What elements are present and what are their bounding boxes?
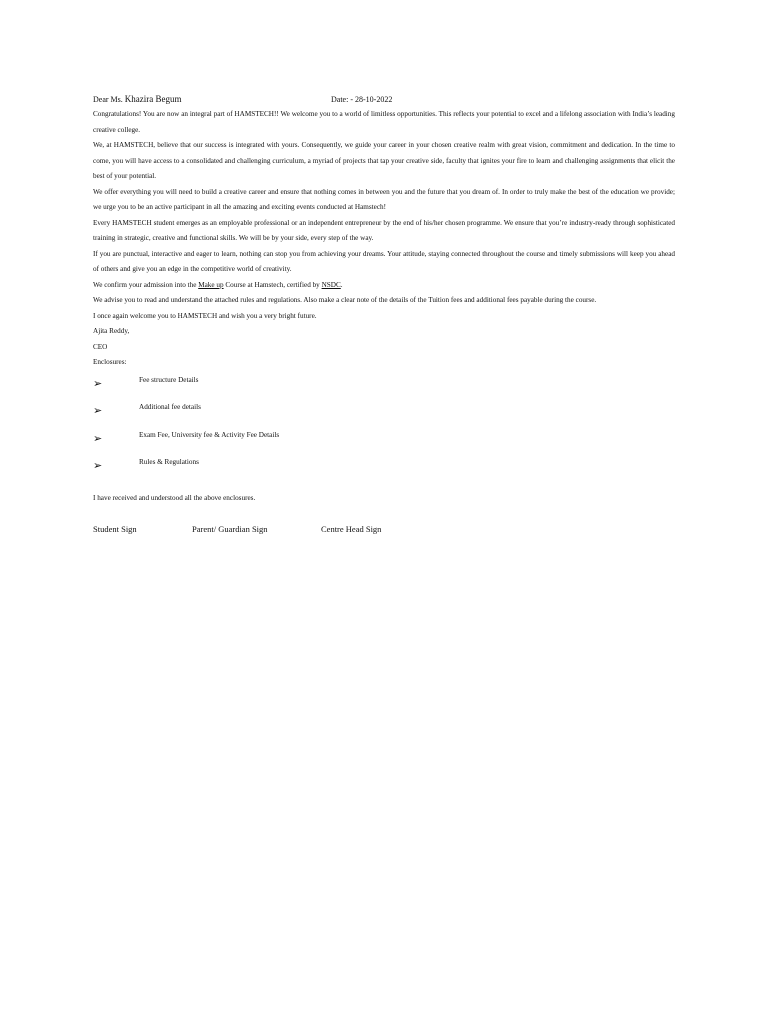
centre-head-sign-label: Centre Head Sign [321,524,382,534]
confirm-mid: Course at Hamstech, certified by [223,280,322,289]
signatory-title: CEO [93,342,108,351]
paragraph-welcome: I once again welcome you to HAMSTECH and wish you a very bright future. [93,311,317,320]
arrow-bullet-icon: ➢ [93,405,103,417]
course-name: Make up [198,280,224,289]
signatory-name: Ajita Reddy, [93,327,130,335]
enclosures-list [93,373,675,483]
list-item [93,428,675,456]
confirm-post: . [340,280,343,289]
list-item [93,455,675,483]
enclosure-fee-structure: Fee structure Details [139,375,199,384]
list-item [93,400,675,428]
enclosure-rules: Rules & Regulations [139,458,199,466]
paragraph-congratulations: Congratulations! You are now an integral part of HAMSTECH!! We welcome you to a world of limitless opportunities. This reflects your potential to excel and a lifelong association with India’s leading creative college. [93,110,675,134]
enclosures-label: Enclosures: [93,358,127,366]
enclosure-additional-fee: Additional fee details [139,403,201,411]
list-item [93,373,675,401]
letter-date: Date: - 28-10-2022 [331,95,393,104]
paragraph-confirmation [93,278,675,294]
salutation-text: Dear Ms. [93,95,123,104]
parent-guardian-sign-label: Parent/ Guardian Sign [192,524,268,534]
student-name: Khazira Begum [124,94,182,104]
letter-header [93,92,675,107]
signature-row [93,522,675,542]
student-sign-label: Student Sign [93,524,137,534]
arrow-bullet-icon: ➢ [93,432,103,445]
paragraph-offer: We offer everything you will need to build a creative career and ensure that nothing comes in between you and the future that you dream of. In order to truly make the best of the education we provide; we urge you to be an active participant in all the amazing and exciting events conducted at Hamstech! [93,187,675,211]
confirm-pre: We confirm your admission into the [93,280,199,289]
arrow-bullet-icon: ➢ [93,377,103,390]
paragraph-advice: We advise you to read and understand the attached rules and regulations. Also make a clear note of the details of the Tuition fees and additional fees payable during the course. [93,296,597,304]
paragraph-punctual: If you are punctual, interactive and eager to learn, nothing can stop you from achieving your dreams. Your attitude, staying connected throughout the course and timely submissions will keep you ahead of others and give you an edge in the competitive world of creativity. [93,249,675,273]
enclosure-exam-fee: Exam Fee, University fee & Activity Fee Details [139,430,280,439]
paragraph-success: We, at HAMSTECH, believe that our success is integrated with yours. Consequently, we guide your career in your chosen creative realm with great vision, commitment and dedication. In the time to come, you will have access to a consolidated and challenging curriculum, a myriad of projects that tap your creative side, faculty that ignites your fire to learn and challenging assignments that elicit the best of your potential. [93,141,675,180]
certifier-name: NSDC [321,280,341,289]
admission-letter [93,92,675,542]
salutation [93,92,182,108]
acknowledgement: I have received and understood all the above enclosures. [93,493,256,502]
paragraph-employable: Every HAMSTECH student emerges as an employable professional or an independent entrepreneur by the end of his/her chosen programme. We ensure that you’re industry-ready through sophisticated training in strategic, creative and functional skills. We will be by your side, every step of the way. [93,218,675,242]
arrow-bullet-icon: ➢ [93,460,103,472]
